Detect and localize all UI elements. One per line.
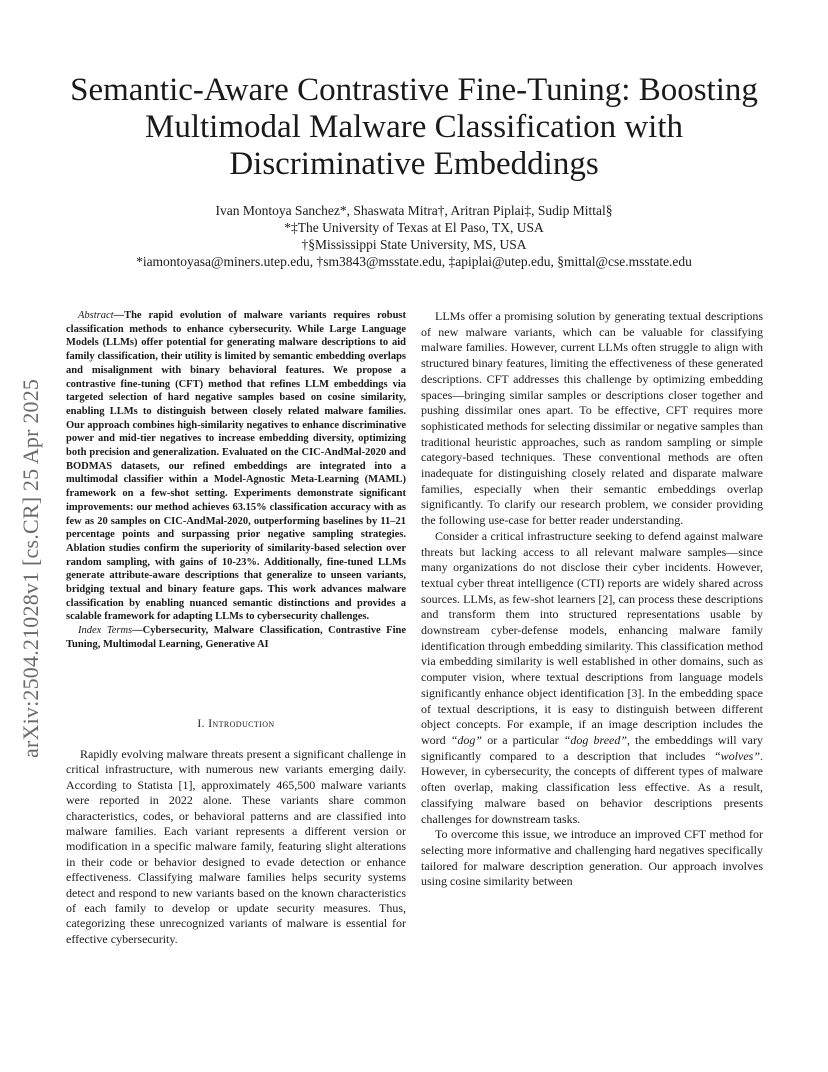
paper-title (40, 72, 788, 183)
index-terms (66, 624, 406, 651)
section-heading-introduction (66, 718, 406, 730)
section-number: I. (197, 718, 205, 730)
title-line-3: Discriminative Embeddings (229, 146, 599, 182)
title-line-2: Multimodal Malware Classification with (145, 109, 683, 145)
right-column (421, 309, 763, 890)
p2-part-c: , the embeddings will vary significantly compared to a description that includes (421, 732, 764, 763)
section-title: Introduction (208, 718, 275, 730)
index-terms-text: —Cybersecurity, Malware Classification, Contrastive Fine Tuning, Multimodal Learning, Generative AI (66, 625, 407, 650)
p2-part-a: Consider a critical infrastructure seeking to defend against malware threats but lacking access to all relevant malware samples—since many organizations do not disclose their cyber incidents. However, textual cyber threat intelligence (CTI) reports are widely shared across sources. LLMs, as few-shot learners [2], can process these descriptions and transform them into structured representations usable by downstream cyber-defense models, enhancing malware family identification through embedding similarity. This classification method via embedding similarity is well established in other domains, such as computer vision, where textual descriptions from language models significantly enhance object identification [3]. In the embedding space of textual descriptions, it is easy to distinguish between different object concepts. For example, if an image description includes the word (421, 528, 763, 747)
right-paragraph-1: LLMs offer a promising solution by generating textual descriptions of new malware variants, which can be valuable for classifying malware families. However, current LLMs often struggle to align with structured binary features, limiting the effectiveness of these generated descriptions. CFT addresses this challenge by optimizing embedding spaces—bringing similar samples or descriptions closer together and pushing dissimilar ones apart. To be effective, CFT requires more sophisticated methods for selecting dissimilar or negative samples than traditional heuristic approaches, such as random sampling or simple category-based techniques. These conventional methods are often inadequate for distinguishing closely related and disparate malware families, especially when their semantic embeddings overlap significantly. To clarify our research problem, we consider providing the following use-case for better reader understanding. (421, 309, 763, 528)
abstract-paragraph (66, 309, 406, 624)
title-line-1: Semantic-Aware Contrastive Fine-Tuning: Boosting (70, 72, 758, 108)
index-terms-label: Index Terms (78, 625, 133, 637)
right-paragraph-3: To overcome this issue, we introduce an improved CFT method for selecting more informative and challenging hard negatives specifically tailored for malware description generation. Our approach involves using cosine similarity between (421, 827, 763, 889)
introduction-left-column (66, 747, 406, 947)
arxiv-sidebar-stamp: arXiv:2504.21028v1 [cs.CR] 25 Apr 2025 (18, 378, 43, 758)
p2-dog: “dog” (450, 732, 483, 747)
p2-dog-breed: “dog breed” (563, 732, 628, 747)
intro-paragraph-1: Rapidly evolving malware threats present a significant challenge in critical infrastructure, with numerous new variants emerging daily. According to Statista [1], approximately 465,500 malware variants were reported in 2022 alone. These variants share common characteristics, codes, or behavioral patterns and are classified into malware families. Each variant represents a different version or modification in a specific malware family, featuring slight alterations in their code or behavior designed to evade detection or enhance effectiveness. Classifying malware families helps security systems detect and respond to new variants based on the known characteristics of each family to develop or update security measures. Thus, categorizing these unrecognized variants of malware is essential for effective cybersecurity. (66, 747, 406, 946)
author-names: Ivan Montoya Sanchez*, Shaswata Mitra†, Aritran Piplai‡, Sudip Mittal§ (215, 203, 613, 218)
p2-part-b: or a particular (482, 732, 564, 747)
right-paragraph-2 (421, 529, 763, 827)
author-block (40, 202, 788, 270)
abstract-label: Abstract (78, 310, 114, 321)
affiliation-utep: *‡The University of Texas at El Paso, TX, USA (284, 220, 544, 235)
author-emails: *iamontoyasa@miners.utep.edu, †sm3843@msstate.edu, ‡apiplai@utep.edu, §mittal@cse.msstate.edu (136, 254, 692, 269)
p2-part-d: . However, in cybersecurity, the concepts of different types of malware often overlap, making classification less effective. As a result, classifying malware based on behavior descriptions presents challenges for downstream tasks. (421, 748, 763, 826)
abstract (66, 309, 406, 652)
p2-wolves: “wolves” (713, 748, 760, 763)
abstract-text: —The rapid evolution of malware variants requires robust classification methods to enhance cybersecurity. While Large Language Models (LLMs) offer potential for generating malware descriptions to aid family classification, their utility is limited by semantic embedding overlaps and misalignment with binary behavioral features. We propose a contrastive fine-tuning (CFT) method that refines LLM embeddings via targeted selection of hard negative samples based on cosine similarity, enabling LLMs to distinguish between closely related malware families. Our approach combines high-similarity negatives to enhance discriminative power and mid-tier negatives to increase embedding diversity, optimizing both precision and generalization. Evaluated on the CIC-AndMal-2020 and BODMAS datasets, our refined embeddings are integrated into a multimodal classifier within a Model-Agnostic Meta-Learning (MAML) framework on a few-shot setting. Experiments demonstrate significant improvements: our method achieves 63.15% classification accuracy with as few as 20 samples on CIC-AndMal-2020, outperforming baselines by 11–21 percentage points and surpassing prior negative sampling strategies. Ablation studies confirm the superiority of similarity-based selection over random sampling, with gains of 10-23%. Additionally, fine-tuned LLMs generate attribute-aware descriptions that generalize to unseen variants, bridging textual and binary feature gaps. This work advances malware classification by enabling nuanced semantic distinctions and provides a scalable framework for adapting LLMs to cybersecurity challenges. (66, 310, 406, 623)
affiliation-msstate: †§Mississippi State University, MS, USA (301, 237, 527, 252)
